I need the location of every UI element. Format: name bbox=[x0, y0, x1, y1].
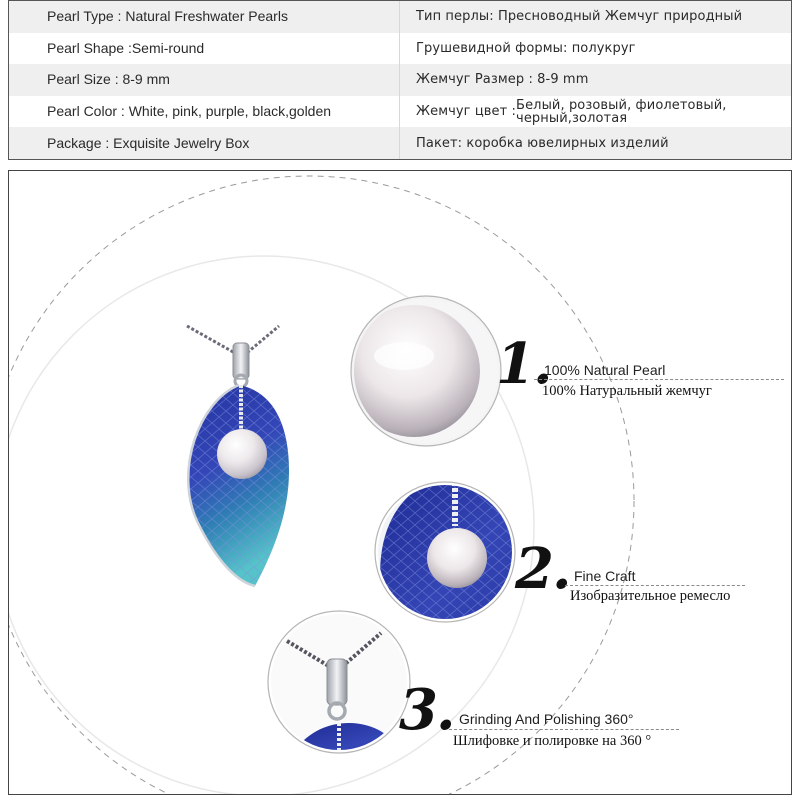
spec-row-size bbox=[9, 64, 791, 96]
spec-row-shape bbox=[9, 33, 791, 65]
feature-1-title-en: 100% Natural Pearl bbox=[544, 362, 666, 378]
spec-row-package bbox=[9, 127, 791, 159]
spec-ru-type: Тип перлы: Пресноводный Жемчуг природный bbox=[416, 9, 743, 25]
feature-3-title-ru: Шлифовке и полировке на 360 ° bbox=[453, 733, 652, 749]
spec-row-type bbox=[9, 1, 791, 33]
feature-1-title-ru: 100% Натуральный жемчуг bbox=[542, 383, 712, 399]
feature-3 bbox=[9, 171, 792, 795]
spec-ru-color bbox=[400, 96, 791, 128]
spec-ru-color-value: Белый, розовый, фиолетовый, черный,золотая bbox=[516, 97, 727, 126]
spec-en-package: Package : Exquisite Jewelry Box bbox=[9, 127, 400, 159]
spec-table bbox=[8, 0, 792, 160]
feature-2-title-en: Fine Craft bbox=[574, 568, 636, 584]
feature-3-divider bbox=[449, 729, 679, 730]
feature-2-title-ru: Изобразительное ремесло bbox=[570, 588, 731, 604]
product-panel bbox=[8, 170, 792, 795]
feature-2-number: 2. bbox=[515, 536, 570, 602]
spec-ru-shape: Грушевидной формы: полукруг bbox=[416, 40, 636, 56]
spec-en-shape: Pearl Shape :Semi-round bbox=[9, 33, 400, 65]
spec-ru-package: Пакет: коробка ювелирных изделий bbox=[416, 135, 669, 151]
spec-row-color bbox=[9, 96, 791, 128]
feature-3-title-en: Grinding And Polishing 360° bbox=[459, 711, 634, 727]
spec-ru-size: Жемчуг Размер : 8-9 mm bbox=[416, 72, 589, 88]
spec-ru-color-key: Жемчуг цвет : bbox=[416, 104, 517, 120]
spec-en-color: Pearl Color : White, pink, purple, black,golden bbox=[9, 96, 400, 128]
spec-en-size: Pearl Size : 8-9 mm bbox=[9, 64, 400, 96]
spec-en-type: Pearl Type : Natural Freshwater Pearls bbox=[9, 1, 400, 33]
feature-1-number: 1. bbox=[496, 331, 551, 397]
feature-3-number: 3. bbox=[399, 677, 454, 743]
